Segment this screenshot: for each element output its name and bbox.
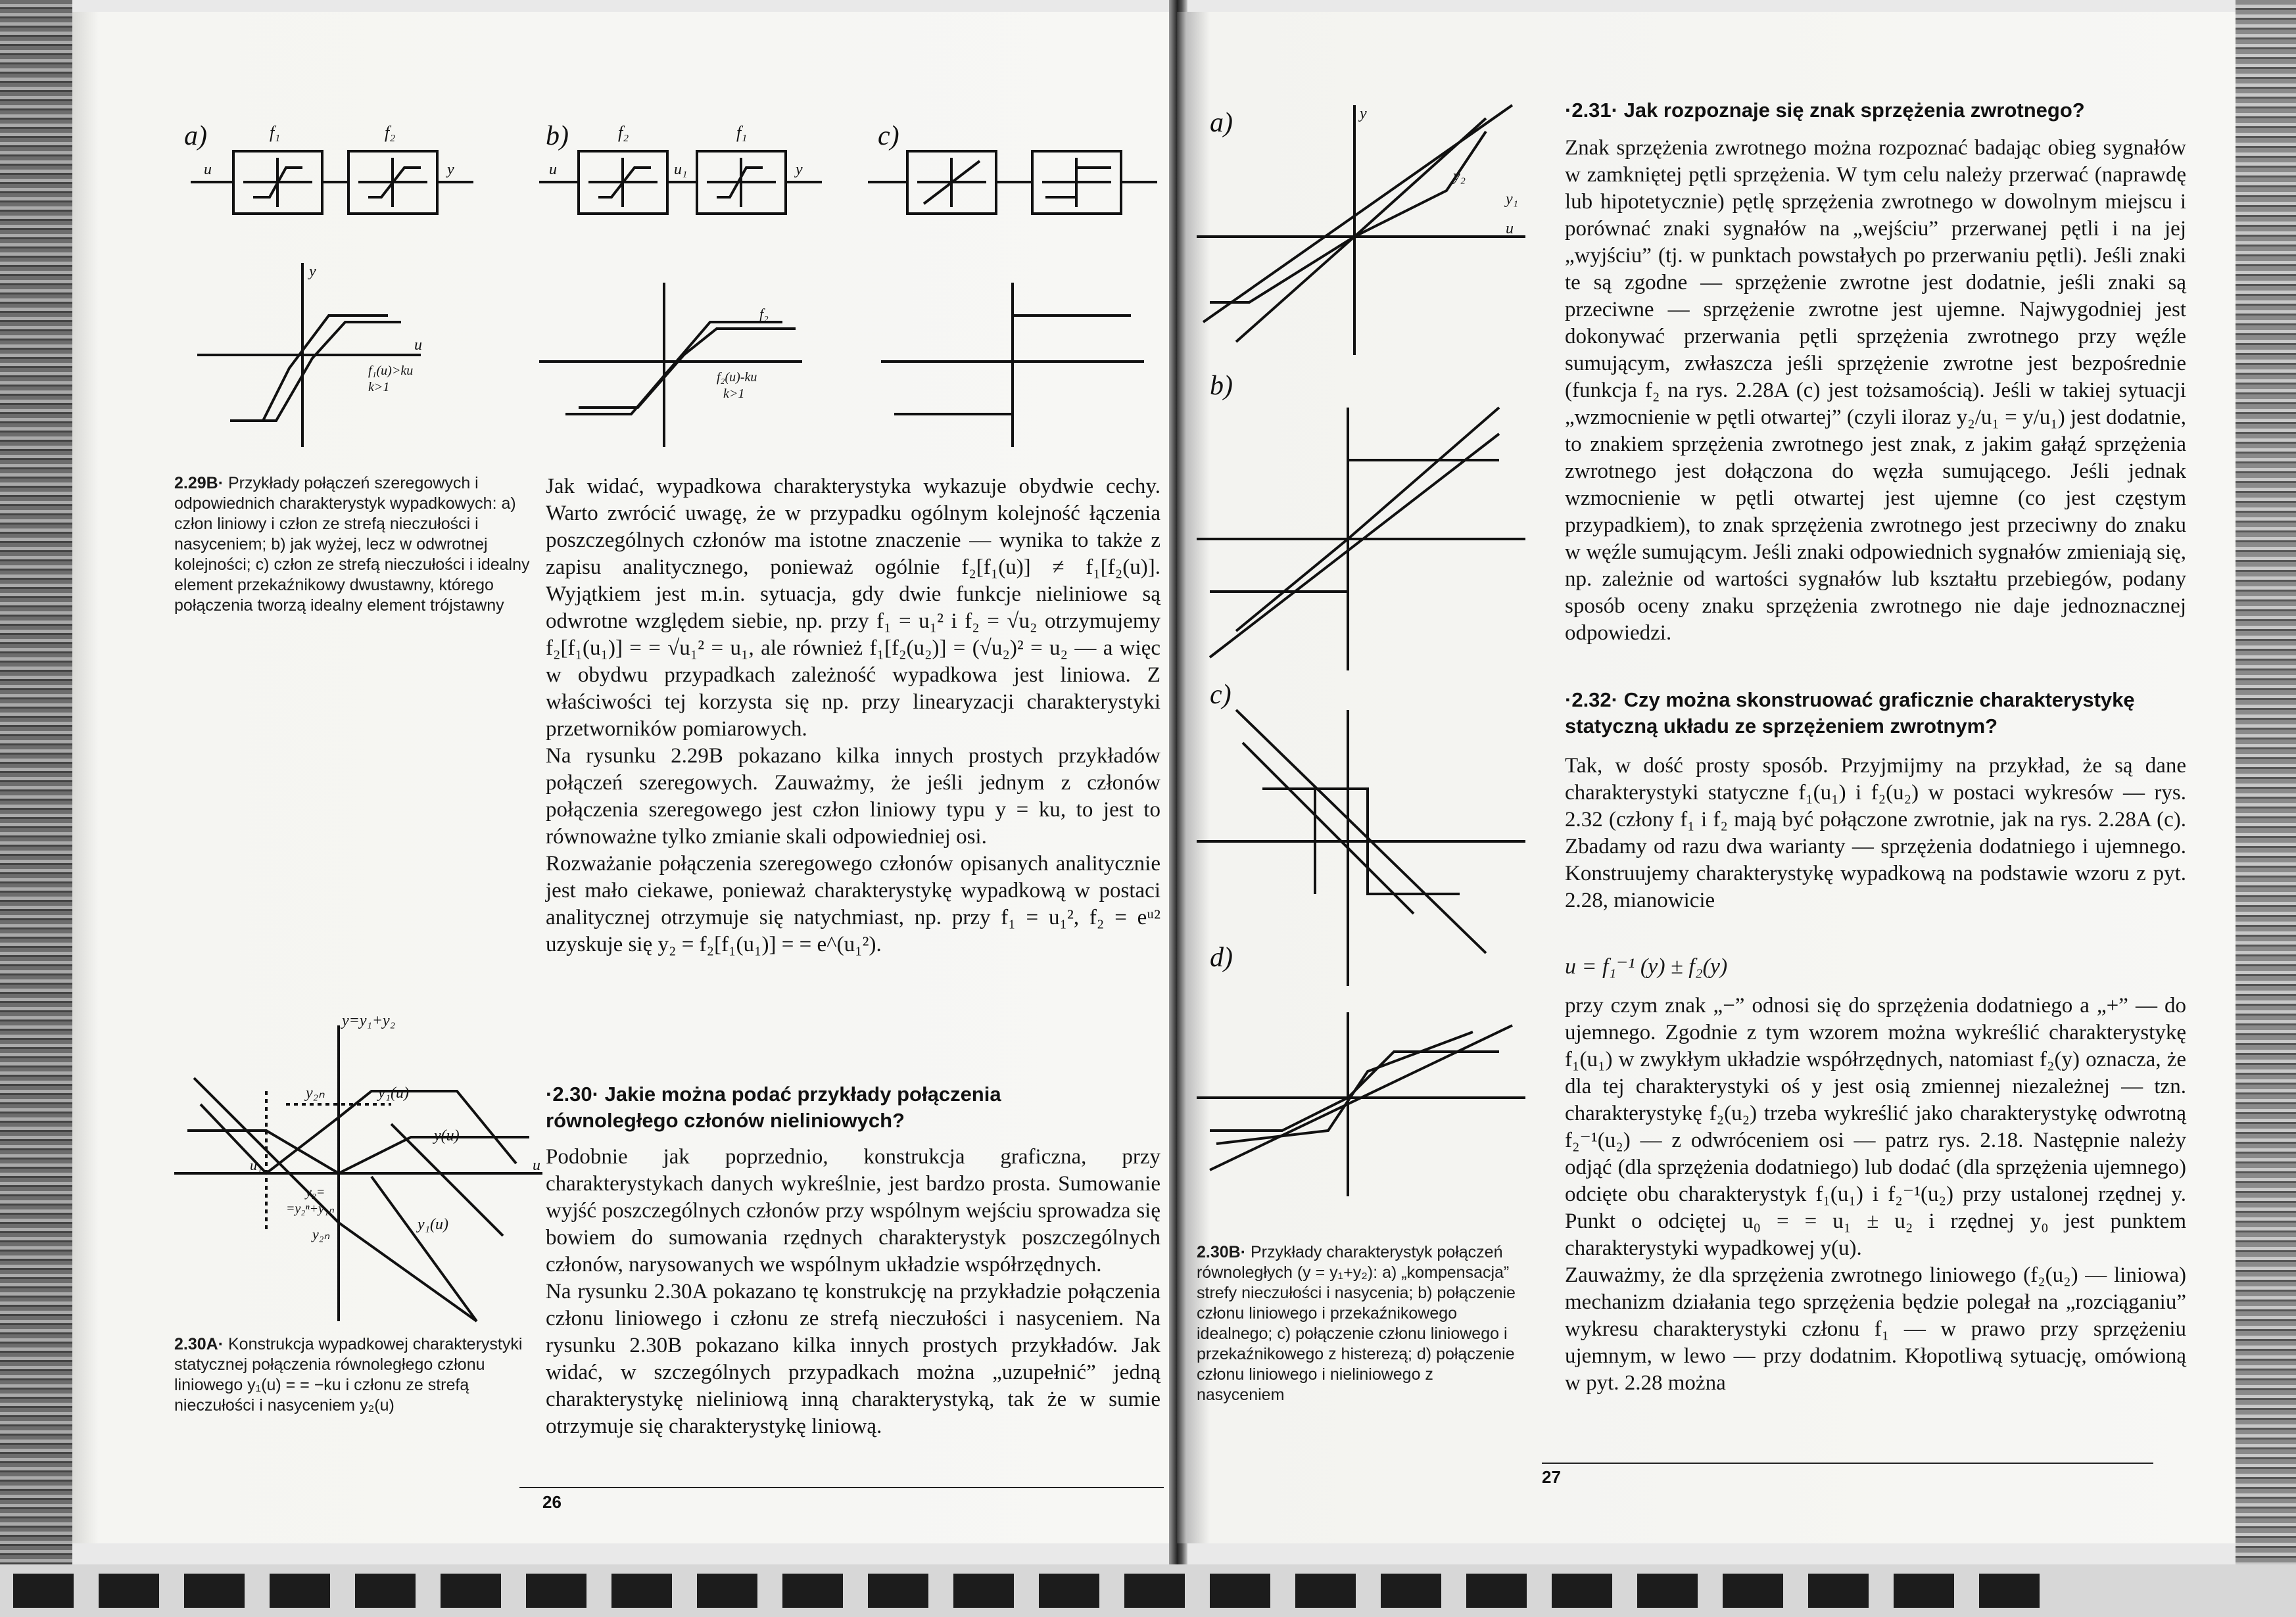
graph-label: y₁(u) xyxy=(418,1216,448,1233)
figure-2-30a xyxy=(174,1012,549,1328)
paragraph: Rozważanie połączenia szeregowego członów opisanych analitycznie jest mało ciekawe, ponieważ charakterystykę wypadkową w postaci analitycznej otrzymuje się natychmiast, np. przy f₁ = u₁², f₂ = eᵘ² uzyskuje się y₂ = f₂[f₁(u₁)] = = e^(u₁²). xyxy=(546,852,1160,956)
graph-label: y₂ₙ xyxy=(312,1226,330,1242)
page-number-right: 27 xyxy=(1542,1467,1561,1487)
text-column-right-2-32b xyxy=(1565,993,2186,1397)
paragraph: Zauważmy, że dla sprzężenia zwrotnego liniowego (f₂(u₂) — liniowa) mechanizm działania tego sprzężenia będzie polegał na „rozciąganiu” wykresu charakterystyki członu f₁ — w prawo przy sprzężeniu ujemnym, w lewo — przy dodatnim. Kłopotliwą sytuację, omówioną w pyt. 2.28 można xyxy=(1565,1263,2186,1395)
caption-2-30b xyxy=(1197,1242,1525,1405)
signal-label: y xyxy=(447,161,454,178)
graph-label: y₂ₙ xyxy=(306,1085,325,1102)
paragraph: Na rysunku 2.30A pokazano tę konstrukcję na przykładzie połączenia członu liniowego i członu ze strefą nieczułości i nasyceniem. Na rysunku 2.30B pokazano kilka innych prostych przykładów. Jak widać, w szczególnych przypadkach można „uzupełnić” jedną charakterystykę nieliniową inną charakterystyką, tak że w sumie otrzymuje się charakterystykę liniową. xyxy=(546,1280,1160,1438)
block-label: f₁ xyxy=(270,123,281,142)
axis-label: y₂ xyxy=(1453,168,1466,185)
text-column-left-top xyxy=(546,473,1160,958)
graph-label: f₂ xyxy=(759,306,769,322)
fig-panel-label: b) xyxy=(1210,371,1233,401)
formula: u = f₁⁻¹ (y) ± f₂(y) xyxy=(1565,954,1728,979)
block-label: f₂ xyxy=(385,123,396,142)
paragraph: Znak sprzężenia zwrotnego można rozpoznać badając obieg sygnałów w zamkniętej pętli sprzężenia. W tym celu należy przerwać (naprawdę lub hipotetycznie) pętlę sprzężenia zwrotnego w dowolnym miejscu i porównać znaki sygnałów na „wejściu” przerwanej pętli i na jej „wyjściu” (tj. w punktach powstałych po przerwaniu pętli). Jeśli znaki te są zgodne — sprzężenie zwrotne jest dodatnie, jeśli znaki są przeciwne — sprzężenie zwrotne jest ujemne. Najwygodniej jest dokonywać przerwania pętli sprzężenia zwrotnego przy węźle sumującym, zwłaszcza jeśli sprzężenie zwrotne jest bezpośrednie (funkcja f₂ na rys. 2.28A (c) jest tożsamością). Jeśli w takiej sytuacji „wzmocnienie w pętli otwartej” (czyli iloraz y₂/u₁ = y/u₁) jest dodatnie, to znakiem sprzężenia zwrotnego jest znak, z jakim gałąź sprzężenia zwrotnego jest dołączona do węzła sumującego. Jeśli jednak wzmocnienie w pętli otwartej jest ujemne (co jest częstym przypadkiem), to znak sprzężenia zwrotnego jest przeciwny do znaku w węźle sumującym. Jeśli znaki odpowiednich sygnałów zmieniają się, np. zależnie od wartości sygnałów lub kształtu przebiegów, podany sposób oceny znaku sprzężenia zwrotnego nie daje jednoznacznej odpowiedzi. xyxy=(1565,136,2186,645)
caption-text: Przykłady połączeń szeregowych i odpowiednich charakterystyk wypadkowych: a) człon liniowy i człon ze strefą nieczułości i nasyceniem; b) jak wyżej, lecz w odwrotnej kolejności; c) człon ze strefą nieczułości i idealny element przekaźnikowy dwustawny, którego połączenia tworzą idealny element trójstawny xyxy=(174,474,530,615)
fig-panel-label: a) xyxy=(184,121,207,151)
axis-label: y₁ xyxy=(1506,191,1518,208)
axis-label: u xyxy=(1506,220,1514,237)
graph-label: y(u) xyxy=(434,1127,460,1144)
paragraph: Na rysunku 2.29B pokazano kilka innych prostych przykładów połączeń szeregowych. Zauważmy, że jeśli jednym z członów połączenia szeregowego jest człon liniowy typu y = ku, to jest to równoważne tylko zmianie skali odpowiedniej osi. xyxy=(546,744,1160,849)
block-label: f₁ xyxy=(736,123,748,142)
fig-panel-label: b) xyxy=(546,121,569,151)
signal-label: u xyxy=(204,161,212,178)
caption-2-29b xyxy=(174,473,542,616)
graph-label: u₁ xyxy=(250,1157,262,1173)
caption-2-30a xyxy=(174,1334,542,1416)
graph-label: k>1 xyxy=(368,380,390,394)
fig-panel-label: d) xyxy=(1210,943,1233,973)
caption-number: 2.29B· xyxy=(174,474,224,492)
fig-panel-label: c) xyxy=(878,121,899,151)
graph-label: f₁(u)>ku xyxy=(368,363,414,378)
graph-label: y=y₁+y₂ xyxy=(342,1012,396,1029)
axis-label: y xyxy=(1360,105,1367,122)
paragraph: Tak, w dość prosty sposób. Przyjmijmy na przykład, że są dane charakterystyki statyczne f₁(u₁) i f₂(u₂) w postaci wykresów — rys. 2.32 (człony f₁ i f₂ mają być połączone zwrotnie, jak na rys. 2.28A (c). Zbadamy od razu dwa warianty — sprzężenia dodatniego i ujemnego. Konstruujemy charakterystykę wypadkową na podstawie wzoru z pyt. 2.28, mianowicie xyxy=(1565,754,2186,912)
text-column-right-2-32a xyxy=(1565,753,2186,914)
graph-label: y₂= xyxy=(306,1185,325,1200)
footer-rule xyxy=(1542,1463,2153,1464)
right-binding-edge xyxy=(2236,0,2296,1617)
section-heading-2-32: ·2.32· Czy można skonstruować graficznie charakterystykę statyczną układu ze sprzężeniem zwrotnym? xyxy=(1565,688,2135,738)
caption-text: Przykłady charakterystyk połączeń równoległych (y = y₁+y₂): a) „kompensacja” strefy nieczułości i nasycenia; b) połączenie członu liniowego i przekaźnikowego idealnego; c) połączenie członu liniowego i przekaźnikowego z histerezą; d) połączenie członu liniowego i nieliniowego z nasyceniem xyxy=(1197,1243,1516,1404)
caption-number: 2.30B· xyxy=(1197,1243,1247,1261)
graph-label: u xyxy=(414,337,422,354)
section-heading-2-31: ·2.31· Jak rozpoznaje się znak sprzężenia zwrotnego? xyxy=(1565,99,2085,122)
figure-2-29b xyxy=(171,105,1157,460)
paragraph: przy czym znak „−” odnosi się do sprzężenia dodatniego a „+” — do ujemnego. Zgodnie z tym wzorem można wykreślić charakterystykę f₁(u₁) w zwykłym układzie współrzędnych, natomiast f₂(y) oznacza, że dla tej charakterystyki oś y jest osią zmiennej niezależnej — tzn. charakterystykę f₂(u₂) trzeba wykreślić jako charakterystykę odwrotną f₂⁻¹(u₂) — z odwróceniem osi — patrz rys. 2.18. Następnie należy odjąć (dla sprzężenia dodatniego) lub dodać (dla sprzężenia ujemnego) odcięte obu charakterystyk f₁(u₁) i f₂⁻¹(u₂) przy ustalonej rzędnej y. Punkt o odciętej u₀ = = u₁ ± u₂ i rzędnej y₀ jest punktem charakterystyki wypadkowej y(u). xyxy=(1565,994,2186,1260)
footer-rule xyxy=(519,1487,1164,1488)
graph-label: k>1 xyxy=(723,387,745,401)
paragraph: Jak widać, wypadkowa charakterystyka wykazuje obydwie cechy. Warto zwrócić uwagę, że w przypadku ogólnym kolejność łączenia poszczególnych członów ma istotne znaczenie — wynika to także z zapisu analitycznego, ponieważ ogólnie f₂[f₁(u)] ≠ f₁[f₂(u)]. Wyjątkiem jest m.in. sytuacja, gdy dwie funkcje nieliniowe są odwrotne względem siebie, np. przy f₁ = u₁² i f₂ = √u₂ otrzymujemy f₂[f₁(u₁)] = = √u₁² = u₁, ale również f₁[f₂(u₂)] = (√u₂)² = u₂ — a więc w obydwu przypadkach zależność wypadkowa jest liniowa. Z właściwości tej korzysta się np. przy linearyzacji charakterystyki przetworników pomiarowych. xyxy=(546,475,1160,741)
signal-label: y xyxy=(796,161,803,178)
section-heading-2-30: ·2.30· Jakie można podać przykłady połączenia równoległego członów nieliniowych? xyxy=(546,1083,1001,1132)
left-binding-edge xyxy=(0,0,72,1617)
graph-label: =y₂ⁿ+y₁ₙ xyxy=(286,1202,334,1216)
fig-panel-label: a) xyxy=(1210,108,1233,138)
signal-label: u₁ xyxy=(674,161,688,178)
graph-label: u xyxy=(533,1157,540,1174)
graph-label: f₂(u)-ku xyxy=(717,370,757,385)
caption-text: Konstrukcja wypadkowej charakterystyki statycznej połączenia równoległego członu liniowego y₁(u) = = −ku i członu ze strefą nieczułości i nasyceniem y₂(u) xyxy=(174,1335,523,1415)
figure-2-30b xyxy=(1197,92,1539,1196)
fig-panel-label: c) xyxy=(1210,680,1232,710)
page-number-left: 26 xyxy=(542,1492,562,1512)
signal-label: u xyxy=(549,161,557,178)
paragraph: Podobnie jak poprzednio, konstrukcja graficzna, przy charakterystykach danych wykreślnie, jest bardzo prosta. Sumowanie wyjść poszczególnych członów przy wspólnym wejściu sprowadza się bowiem do sumowania rzędnych charakterystyk poszczególnych członów, narysowanych we wspólnym układzie współrzędnych. xyxy=(546,1145,1160,1277)
film-perforation-strip xyxy=(0,1564,2296,1617)
graph-label: y xyxy=(309,263,316,280)
graph-label: y₁(u) xyxy=(378,1085,409,1102)
caption-number: 2.30A· xyxy=(174,1335,224,1353)
text-column-left-bottom xyxy=(546,1144,1160,1440)
block-label: f₂ xyxy=(618,123,629,142)
text-column-right-2-31 xyxy=(1565,135,2186,647)
